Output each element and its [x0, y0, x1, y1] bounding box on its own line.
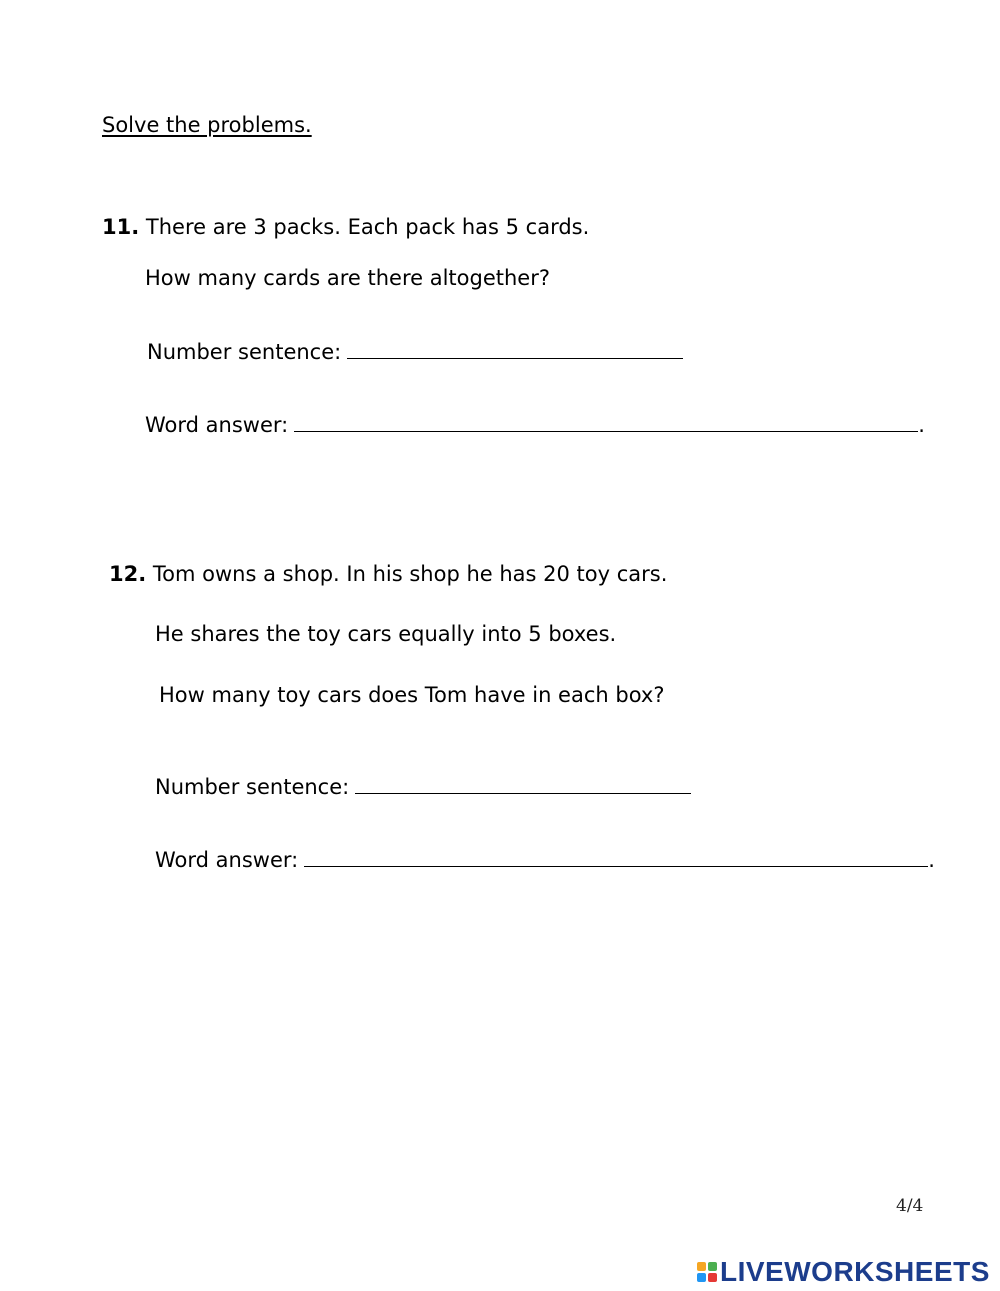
logo-blocks-icon	[697, 1262, 717, 1282]
problem-12-word-answer	[155, 846, 935, 873]
problem-text: There are 3 packs. Each pack has 5 cards.	[145, 215, 590, 239]
problem-12-line-1	[109, 561, 667, 587]
problem-number: 12.	[109, 562, 147, 586]
problem-11-number-sentence	[147, 338, 683, 365]
problem-11-line-1	[102, 214, 589, 240]
number-sentence-blank[interactable]	[355, 773, 691, 794]
number-sentence-label: Number sentence:	[155, 775, 350, 799]
number-sentence-label: Number sentence:	[147, 340, 342, 364]
word-answer-label: Word answer:	[145, 413, 289, 437]
problem-12-question: How many toy cars does Tom have in each box?	[159, 683, 665, 707]
logo-block	[697, 1273, 706, 1282]
logo-block	[697, 1262, 706, 1271]
word-answer-period: .	[918, 413, 925, 437]
liveworksheets-logo[interactable]	[697, 1255, 990, 1289]
number-sentence-blank[interactable]	[347, 338, 683, 359]
logo-block	[708, 1273, 717, 1282]
word-answer-label: Word answer:	[155, 848, 299, 872]
problem-11-word-answer	[145, 411, 925, 438]
problem-number: 11.	[102, 215, 140, 239]
problem-12-line-2: He shares the toy cars equally into 5 boxes.	[155, 622, 617, 646]
word-answer-blank[interactable]	[294, 411, 918, 432]
page-number: 4/4	[896, 1196, 924, 1216]
word-answer-blank[interactable]	[304, 846, 928, 867]
problem-text: Tom owns a shop. In his shop he has 20 toy cars.	[152, 562, 668, 586]
logo-block	[708, 1262, 717, 1271]
problem-12-number-sentence	[155, 773, 691, 800]
problem-11-question: How many cards are there altogether?	[145, 266, 550, 290]
word-answer-period: .	[928, 848, 935, 872]
logo-text: LIVEWORKSHEETS	[720, 1256, 990, 1287]
instructions-heading: Solve the problems.	[102, 113, 312, 137]
